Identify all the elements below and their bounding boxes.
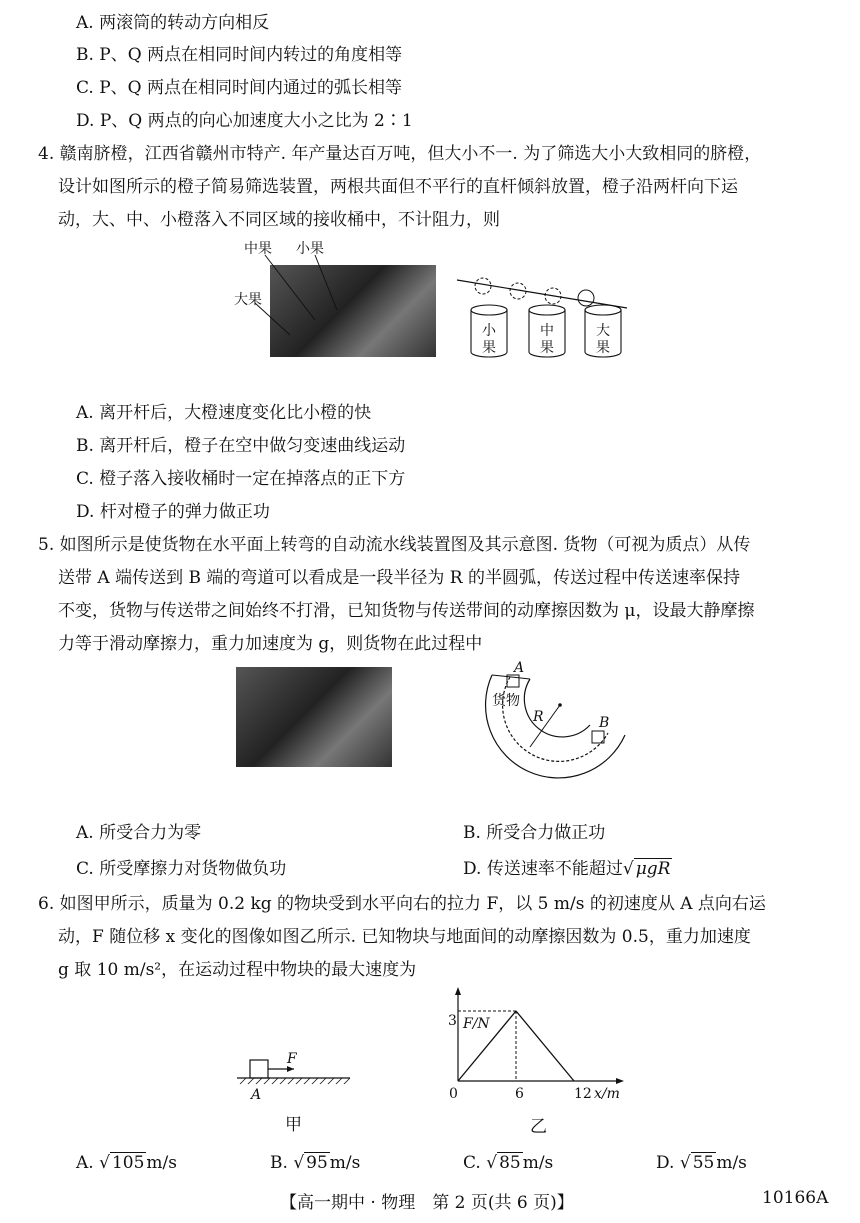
q4-option-c: C. 橙子落入接收桶时一定在掉落点的正下方 xyxy=(76,469,406,489)
q5-option-d-radicand: μgR xyxy=(635,859,671,879)
x-tick-6: 6 xyxy=(515,1086,524,1102)
sqrt-icon: √ 105 xyxy=(99,1153,145,1173)
q4-option-a: A. 离开杆后，大橙速度变化比小橙的快 xyxy=(76,403,372,423)
q6-stem-line-3: g 取 10 m/s²，在运动过程中物块的最大速度为 xyxy=(58,960,417,980)
q6-option-a xyxy=(76,1152,177,1174)
cargo-label: 货物 xyxy=(492,693,520,709)
origin-label: 0 xyxy=(449,1086,458,1102)
q6-option-c-letter: C. xyxy=(463,1153,481,1173)
sqrt-icon: √ 85 xyxy=(486,1153,521,1173)
point-b-label: B xyxy=(599,715,610,731)
x-axis-label: x/m xyxy=(594,1086,620,1102)
series-segment-1 xyxy=(516,1011,574,1081)
conveyor-photo xyxy=(236,667,392,767)
y-axis-arrow xyxy=(455,987,461,995)
q4-option-d: D. 杆对橙子的弹力做正功 xyxy=(76,502,270,522)
page-footer: 【高一期中 · 物理 第 2 页(共 6 页)】 xyxy=(280,1193,574,1213)
q6-option-b-letter: B. xyxy=(270,1153,288,1173)
q6-option-d xyxy=(656,1152,747,1174)
q6-option-c-radicand: 85 xyxy=(499,1153,521,1173)
bucket-medium-label-1: 中 xyxy=(540,323,554,339)
bucket-small-label-1: 小 xyxy=(482,323,496,339)
label-medium-fruit: 中果 xyxy=(244,241,272,257)
q6-option-b xyxy=(270,1152,360,1174)
figure-jia-caption: 甲 xyxy=(285,1115,302,1135)
q5-option-d-text: D. 传送速率不能超过 xyxy=(463,859,623,879)
force-label: F xyxy=(287,1051,297,1067)
exam-code: 10166A xyxy=(762,1188,829,1208)
q6-option-c-unit: m/s xyxy=(522,1153,554,1173)
q6-stem-line-1: 6. 如图甲所示，质量为 0.2 kg 的物块受到水平向右的拉力 F，以 5 m/s 的初速度从 A 点向右运 xyxy=(38,894,766,914)
q3-option-c: C. P、Q 两点在相同时间内通过的弧长相等 xyxy=(76,78,402,98)
bucket-small-label-2: 果 xyxy=(482,340,496,356)
q5-option-d xyxy=(463,858,672,880)
q4-stem-line-1: 4. 赣南脐橙，江西省赣州市特产. 年产量达百万吨，但大小不一. 为了筛选大小大致相同的脐橙， xyxy=(38,144,762,164)
q6-option-d-radicand: 55 xyxy=(692,1153,715,1173)
y-tick-3: 3 xyxy=(448,1013,457,1029)
q6-stem-line-2: 动，F 随位移 x 变化的图像如图乙所示. 已知物块与地面间的动摩擦因数为 0.5，重力加速度 xyxy=(58,927,751,947)
y-axis-label: F/N xyxy=(463,1016,490,1032)
q5-option-a: A. 所受合力为零 xyxy=(76,823,202,843)
figure-yi-caption: 乙 xyxy=(530,1117,547,1137)
radius-label: R xyxy=(533,709,544,725)
q6-option-a-letter: A. xyxy=(76,1153,94,1173)
sqrt-icon: √ 95 xyxy=(293,1153,328,1173)
sqrt-icon: √ 55 xyxy=(679,1153,715,1173)
q6-option-d-letter: D. xyxy=(656,1153,675,1173)
bucket-large-label-1: 大 xyxy=(596,323,610,339)
q6-option-a-radicand: 105 xyxy=(111,1153,145,1173)
q6-option-b-unit: m/s xyxy=(329,1153,361,1173)
bucket-large-label-2: 果 xyxy=(596,340,610,356)
q4-stem-line-3: 动，大、中、小橙落入不同区域的接收桶中，不计阻力，则 xyxy=(58,210,500,230)
q5-option-c: C. 所受摩擦力对货物做负功 xyxy=(76,859,287,879)
x-tick-12: 12 xyxy=(574,1086,592,1102)
label-large-fruit: 大果 xyxy=(234,292,262,308)
q4-option-b: B. 离开杆后，橙子在空中做匀变速曲线运动 xyxy=(76,436,406,456)
sqrt-icon: √ μgR xyxy=(622,859,671,879)
q5-stem-line-3: 不变，货物与传送带之间始终不打滑，已知货物与传送带间的动摩擦因数为 μ，设最大静摩擦 xyxy=(58,601,755,621)
conveyor-schematic xyxy=(480,655,640,805)
q3-option-d: D. P、Q 两点的向心加速度大小之比为 2∶1 xyxy=(76,111,413,131)
q5-stem-line-4: 力等于滑动摩擦力，重力加速度为 g，则货物在此过程中 xyxy=(58,634,483,654)
q3-option-b: B. P、Q 两点在相同时间内转过的角度相等 xyxy=(76,45,403,65)
point-label: A xyxy=(251,1087,262,1103)
q6-option-a-unit: m/s xyxy=(146,1153,177,1173)
label-small-fruit: 小果 xyxy=(296,241,324,257)
q5-stem-line-2: 送带 A 端传送到 B 端的弯道可以看成是一段半径为 R 的半圆弧，传送过程中传送速率保持 xyxy=(58,568,740,588)
force-displacement-chart xyxy=(440,985,640,1095)
bucket-medium-label-2: 果 xyxy=(540,340,554,356)
q4-stem-line-2: 设计如图所示的橙子简易筛选装置，两根共面但不平行的直杆倾斜放置，橙子沿两杆向下运 xyxy=(58,177,738,197)
q5-option-b: B. 所受合力做正功 xyxy=(463,823,606,843)
q6-option-c xyxy=(463,1152,553,1174)
q3-option-a: A. 两滚筒的转动方向相反 xyxy=(76,13,270,33)
point-a-label: A xyxy=(514,660,525,676)
q6-option-d-unit: m/s xyxy=(716,1153,747,1173)
q6-option-b-radicand: 95 xyxy=(306,1153,328,1173)
q5-stem-line-1: 5. 如图所示是使货物在水平面上转弯的自动流水线装置图及其示意图. 货物（可视为质点）从传 xyxy=(38,535,751,555)
